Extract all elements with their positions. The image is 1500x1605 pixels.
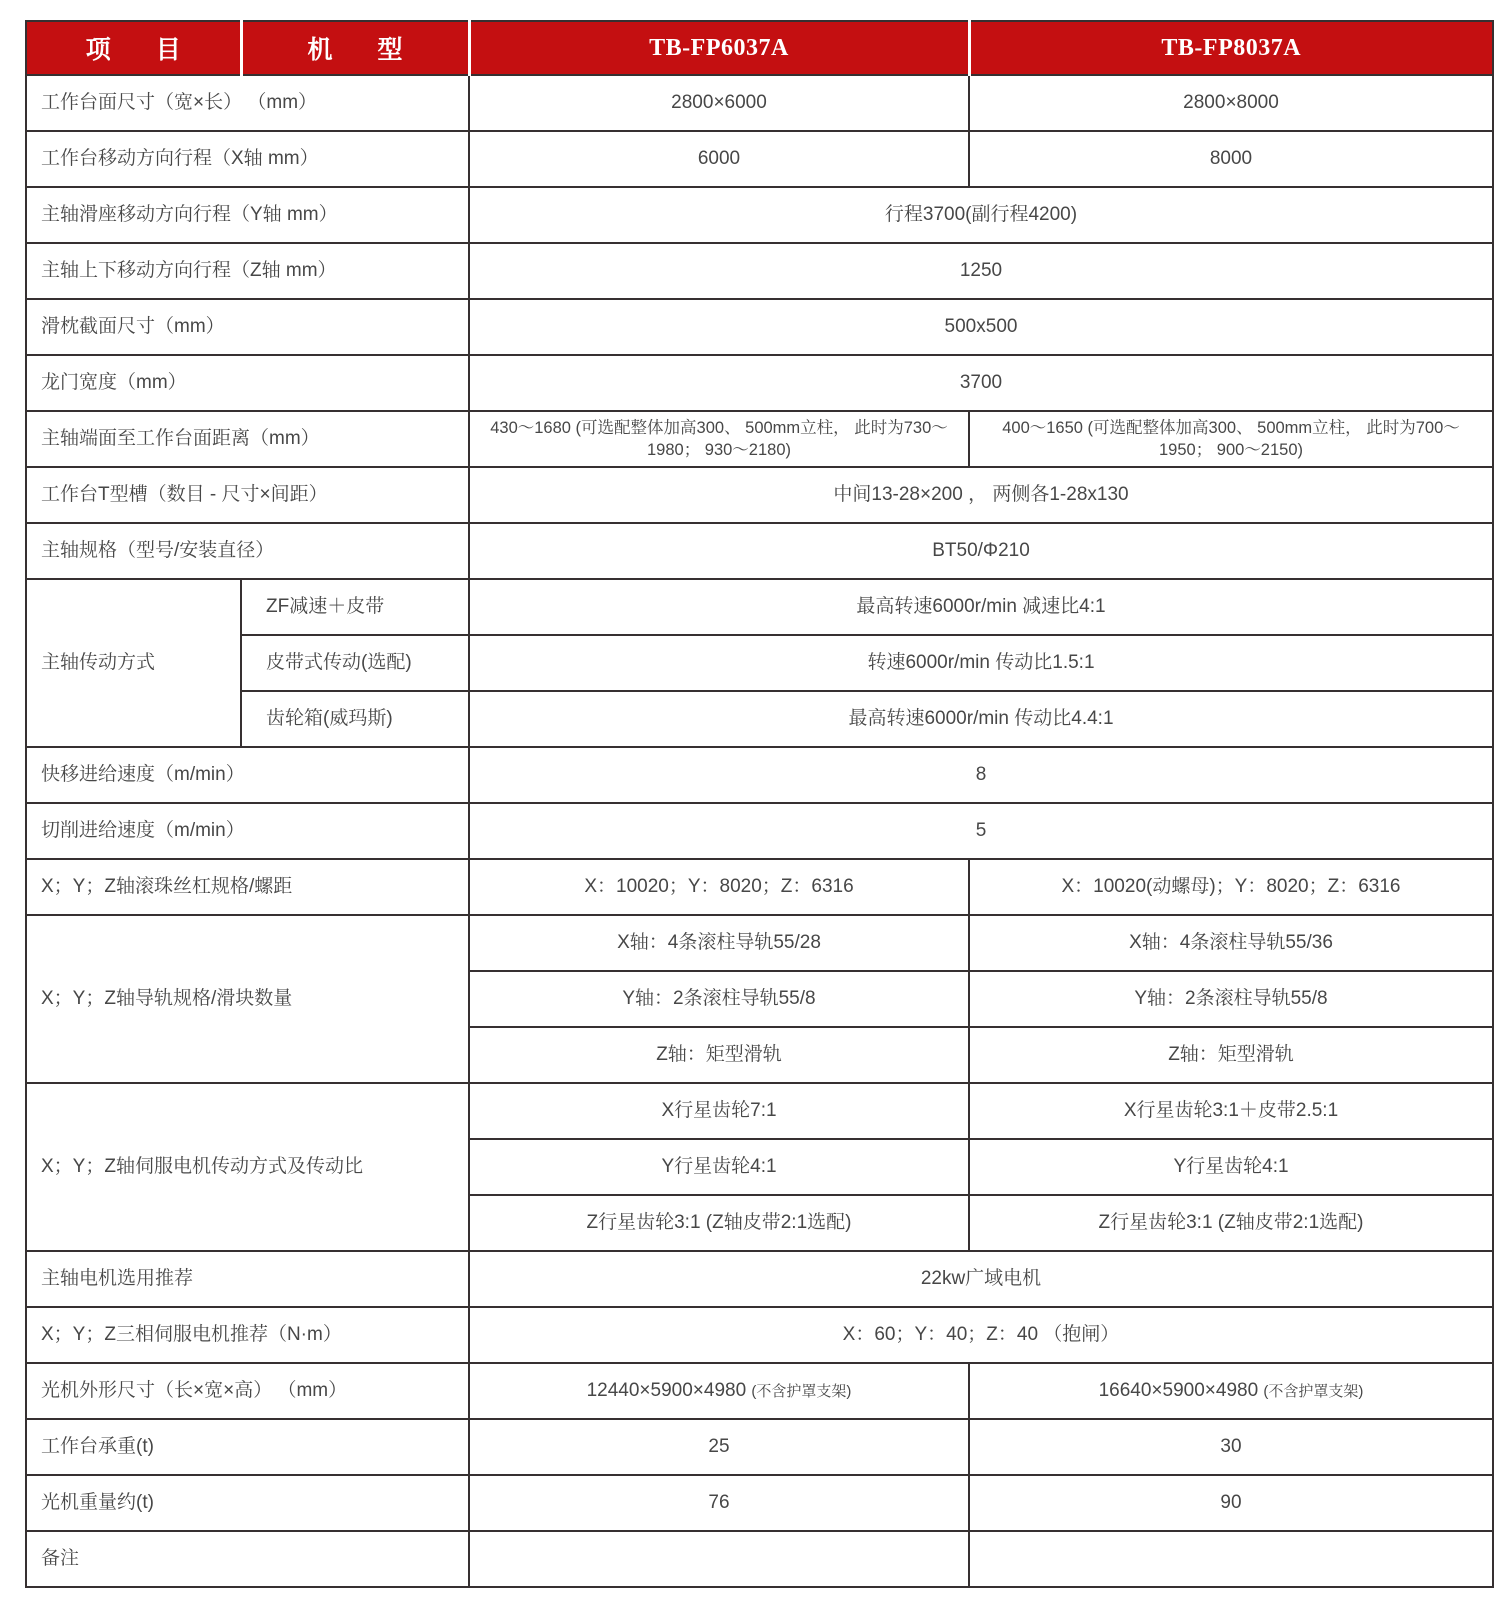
label-rapid-feed: 快移进给速度（m/min） [26, 747, 469, 803]
label-t-slots: 工作台T型槽（数目 - 尺寸×间距） [26, 467, 469, 523]
row-servo-drive-x [26, 1083, 1493, 1139]
row-gantry-width [26, 355, 1493, 411]
value-servo-motor: X：60；Y：40；Z：40 （抱闸） [469, 1307, 1493, 1363]
header-model-b: TB-FP8037A [969, 21, 1493, 75]
value-ballscrew-b: X：10020(动螺母)；Y：8020；Z：6316 [969, 859, 1493, 915]
sublabel-transmission-zf: ZF减速＋皮带 [241, 579, 469, 635]
value-spindle-to-table-a: 430～1680 (可选配整体加高300、 500mm立柱， 此时为730～1980； 930～2180) [469, 411, 969, 467]
value-servo-drive-x-a: X行星齿轮7:1 [469, 1083, 969, 1139]
label-servo-motor: X；Y；Z三相伺服电机推荐（N·m） [26, 1307, 469, 1363]
label-ballscrew: X；Y；Z轴滚珠丝杠规格/螺距 [26, 859, 469, 915]
row-z-travel [26, 243, 1493, 299]
row-spindle-motor [26, 1251, 1493, 1307]
value-worktable-size-a: 2800×6000 [469, 75, 969, 131]
value-spindle-spec: BT50/Φ210 [469, 523, 1493, 579]
label-table-load: 工作台承重(t) [26, 1419, 469, 1475]
row-transmission-gearbox [26, 691, 1493, 747]
value-spindle-motor: 22kw广域电机 [469, 1251, 1493, 1307]
header-item-cell: 项 目 [26, 21, 241, 75]
value-servo-drive-y-a: Y行星齿轮4:1 [469, 1139, 969, 1195]
label-remarks: 备注 [26, 1531, 469, 1587]
value-servo-drive-z-a: Z行星齿轮3:1 (Z轴皮带2:1选配) [469, 1195, 969, 1251]
value-cutting-feed: 5 [469, 803, 1493, 859]
label-z-travel: 主轴上下移动方向行程（Z轴 mm） [26, 243, 469, 299]
value-x-travel-b: 8000 [969, 131, 1493, 187]
value-gantry-width: 3700 [469, 355, 1493, 411]
row-t-slots [26, 467, 1493, 523]
label-guideways: X；Y；Z轴导轨规格/滑块数量 [26, 915, 469, 1083]
value-table-load-a: 25 [469, 1419, 969, 1475]
row-remarks [26, 1531, 1493, 1587]
header-model-a: TB-FP6037A [469, 21, 969, 75]
machine-dims-b-main: 16640×5900×4980 [1098, 1380, 1259, 1402]
value-ballscrew-a: X：10020；Y：8020；Z：6316 [469, 859, 969, 915]
row-guideways-x [26, 915, 1493, 971]
value-remarks-a [469, 1531, 969, 1587]
value-guideways-x-a: X轴：4条滚柱导轨55/28 [469, 915, 969, 971]
row-rapid-feed [26, 747, 1493, 803]
label-machine-weight: 光机重量约(t) [26, 1475, 469, 1531]
value-guideways-y-a: Y轴：2条滚柱导轨55/8 [469, 971, 969, 1027]
value-servo-drive-y-b: Y行星齿轮4:1 [969, 1139, 1493, 1195]
value-guideways-z-b: Z轴：矩型滑轨 [969, 1027, 1493, 1083]
label-y-travel: 主轴滑座移动方向行程（Y轴 mm） [26, 187, 469, 243]
label-spindle-motor: 主轴电机选用推荐 [26, 1251, 469, 1307]
row-ballscrew [26, 859, 1493, 915]
row-table-load [26, 1419, 1493, 1475]
row-machine-weight [26, 1475, 1493, 1531]
sublabel-transmission-belt: 皮带式传动(选配) [241, 635, 469, 691]
row-transmission-belt [26, 635, 1493, 691]
label-spindle-spec: 主轴规格（型号/安装直径） [26, 523, 469, 579]
value-worktable-size-b: 2800×8000 [969, 75, 1493, 131]
value-transmission-zf: 最高转速6000r/min 减速比4:1 [469, 579, 1493, 635]
label-servo-drive: X；Y；Z轴伺服电机传动方式及传动比 [26, 1083, 469, 1251]
row-spindle-spec [26, 523, 1493, 579]
value-guideways-z-a: Z轴：矩型滑轨 [469, 1027, 969, 1083]
value-x-travel-a: 6000 [469, 131, 969, 187]
machine-dims-a-main: 12440×5900×4980 [586, 1380, 747, 1402]
value-transmission-belt: 转速6000r/min 传动比1.5:1 [469, 635, 1493, 691]
spec-table [25, 20, 1494, 1588]
header-model-cell: 机 型 [241, 21, 469, 75]
value-ram-section: 500x500 [469, 299, 1493, 355]
value-spindle-to-table-b: 400～1650 (可选配整体加高300、 500mm立柱， 此时为700～1950； 900～2150) [969, 411, 1493, 467]
row-servo-motor [26, 1307, 1493, 1363]
label-gantry-width: 龙门宽度（mm） [26, 355, 469, 411]
value-servo-drive-x-b: X行星齿轮3:1＋皮带2.5:1 [969, 1083, 1493, 1139]
row-spindle-to-table [26, 411, 1493, 467]
row-x-travel [26, 131, 1493, 187]
row-ram-section [26, 299, 1493, 355]
machine-dims-b-note: (不含护罩支架) [1263, 1383, 1364, 1401]
label-cutting-feed: 切削进给速度（m/min） [26, 803, 469, 859]
value-machine-weight-b: 90 [969, 1475, 1493, 1531]
value-machine-dims-b [969, 1363, 1493, 1419]
value-machine-dims-a [469, 1363, 969, 1419]
label-ram-section: 滑枕截面尺寸（mm） [26, 299, 469, 355]
value-transmission-gearbox: 最高转速6000r/min 传动比4.4:1 [469, 691, 1493, 747]
value-machine-weight-a: 76 [469, 1475, 969, 1531]
row-transmission-zf [26, 579, 1493, 635]
label-spindle-to-table: 主轴端面至工作台面距离（mm） [26, 411, 469, 467]
value-t-slots: 中间13-28×200 ， 两侧各1-28x130 [469, 467, 1493, 523]
value-table-load-b: 30 [969, 1419, 1493, 1475]
sublabel-transmission-gearbox: 齿轮箱(威玛斯) [241, 691, 469, 747]
machine-dims-a-note: (不含护罩支架) [751, 1383, 852, 1401]
value-rapid-feed: 8 [469, 747, 1493, 803]
value-remarks-b [969, 1531, 1493, 1587]
value-y-travel: 行程3700(副行程4200) [469, 187, 1493, 243]
value-servo-drive-z-b: Z行星齿轮3:1 (Z轴皮带2:1选配) [969, 1195, 1493, 1251]
label-transmission: 主轴传动方式 [26, 579, 241, 747]
row-worktable-size [26, 75, 1493, 131]
row-machine-dims [26, 1363, 1493, 1419]
row-cutting-feed [26, 803, 1493, 859]
value-guideways-y-b: Y轴：2条滚柱导轨55/8 [969, 971, 1493, 1027]
label-machine-dims: 光机外形尺寸（长×宽×高） （mm） [26, 1363, 469, 1419]
value-z-travel: 1250 [469, 243, 1493, 299]
row-y-travel [26, 187, 1493, 243]
label-x-travel: 工作台移动方向行程（X轴 mm） [26, 131, 469, 187]
header-row [26, 21, 1493, 75]
label-worktable-size: 工作台面尺寸（宽×长） （mm） [26, 75, 469, 131]
value-guideways-x-b: X轴：4条滚柱导轨55/36 [969, 915, 1493, 971]
